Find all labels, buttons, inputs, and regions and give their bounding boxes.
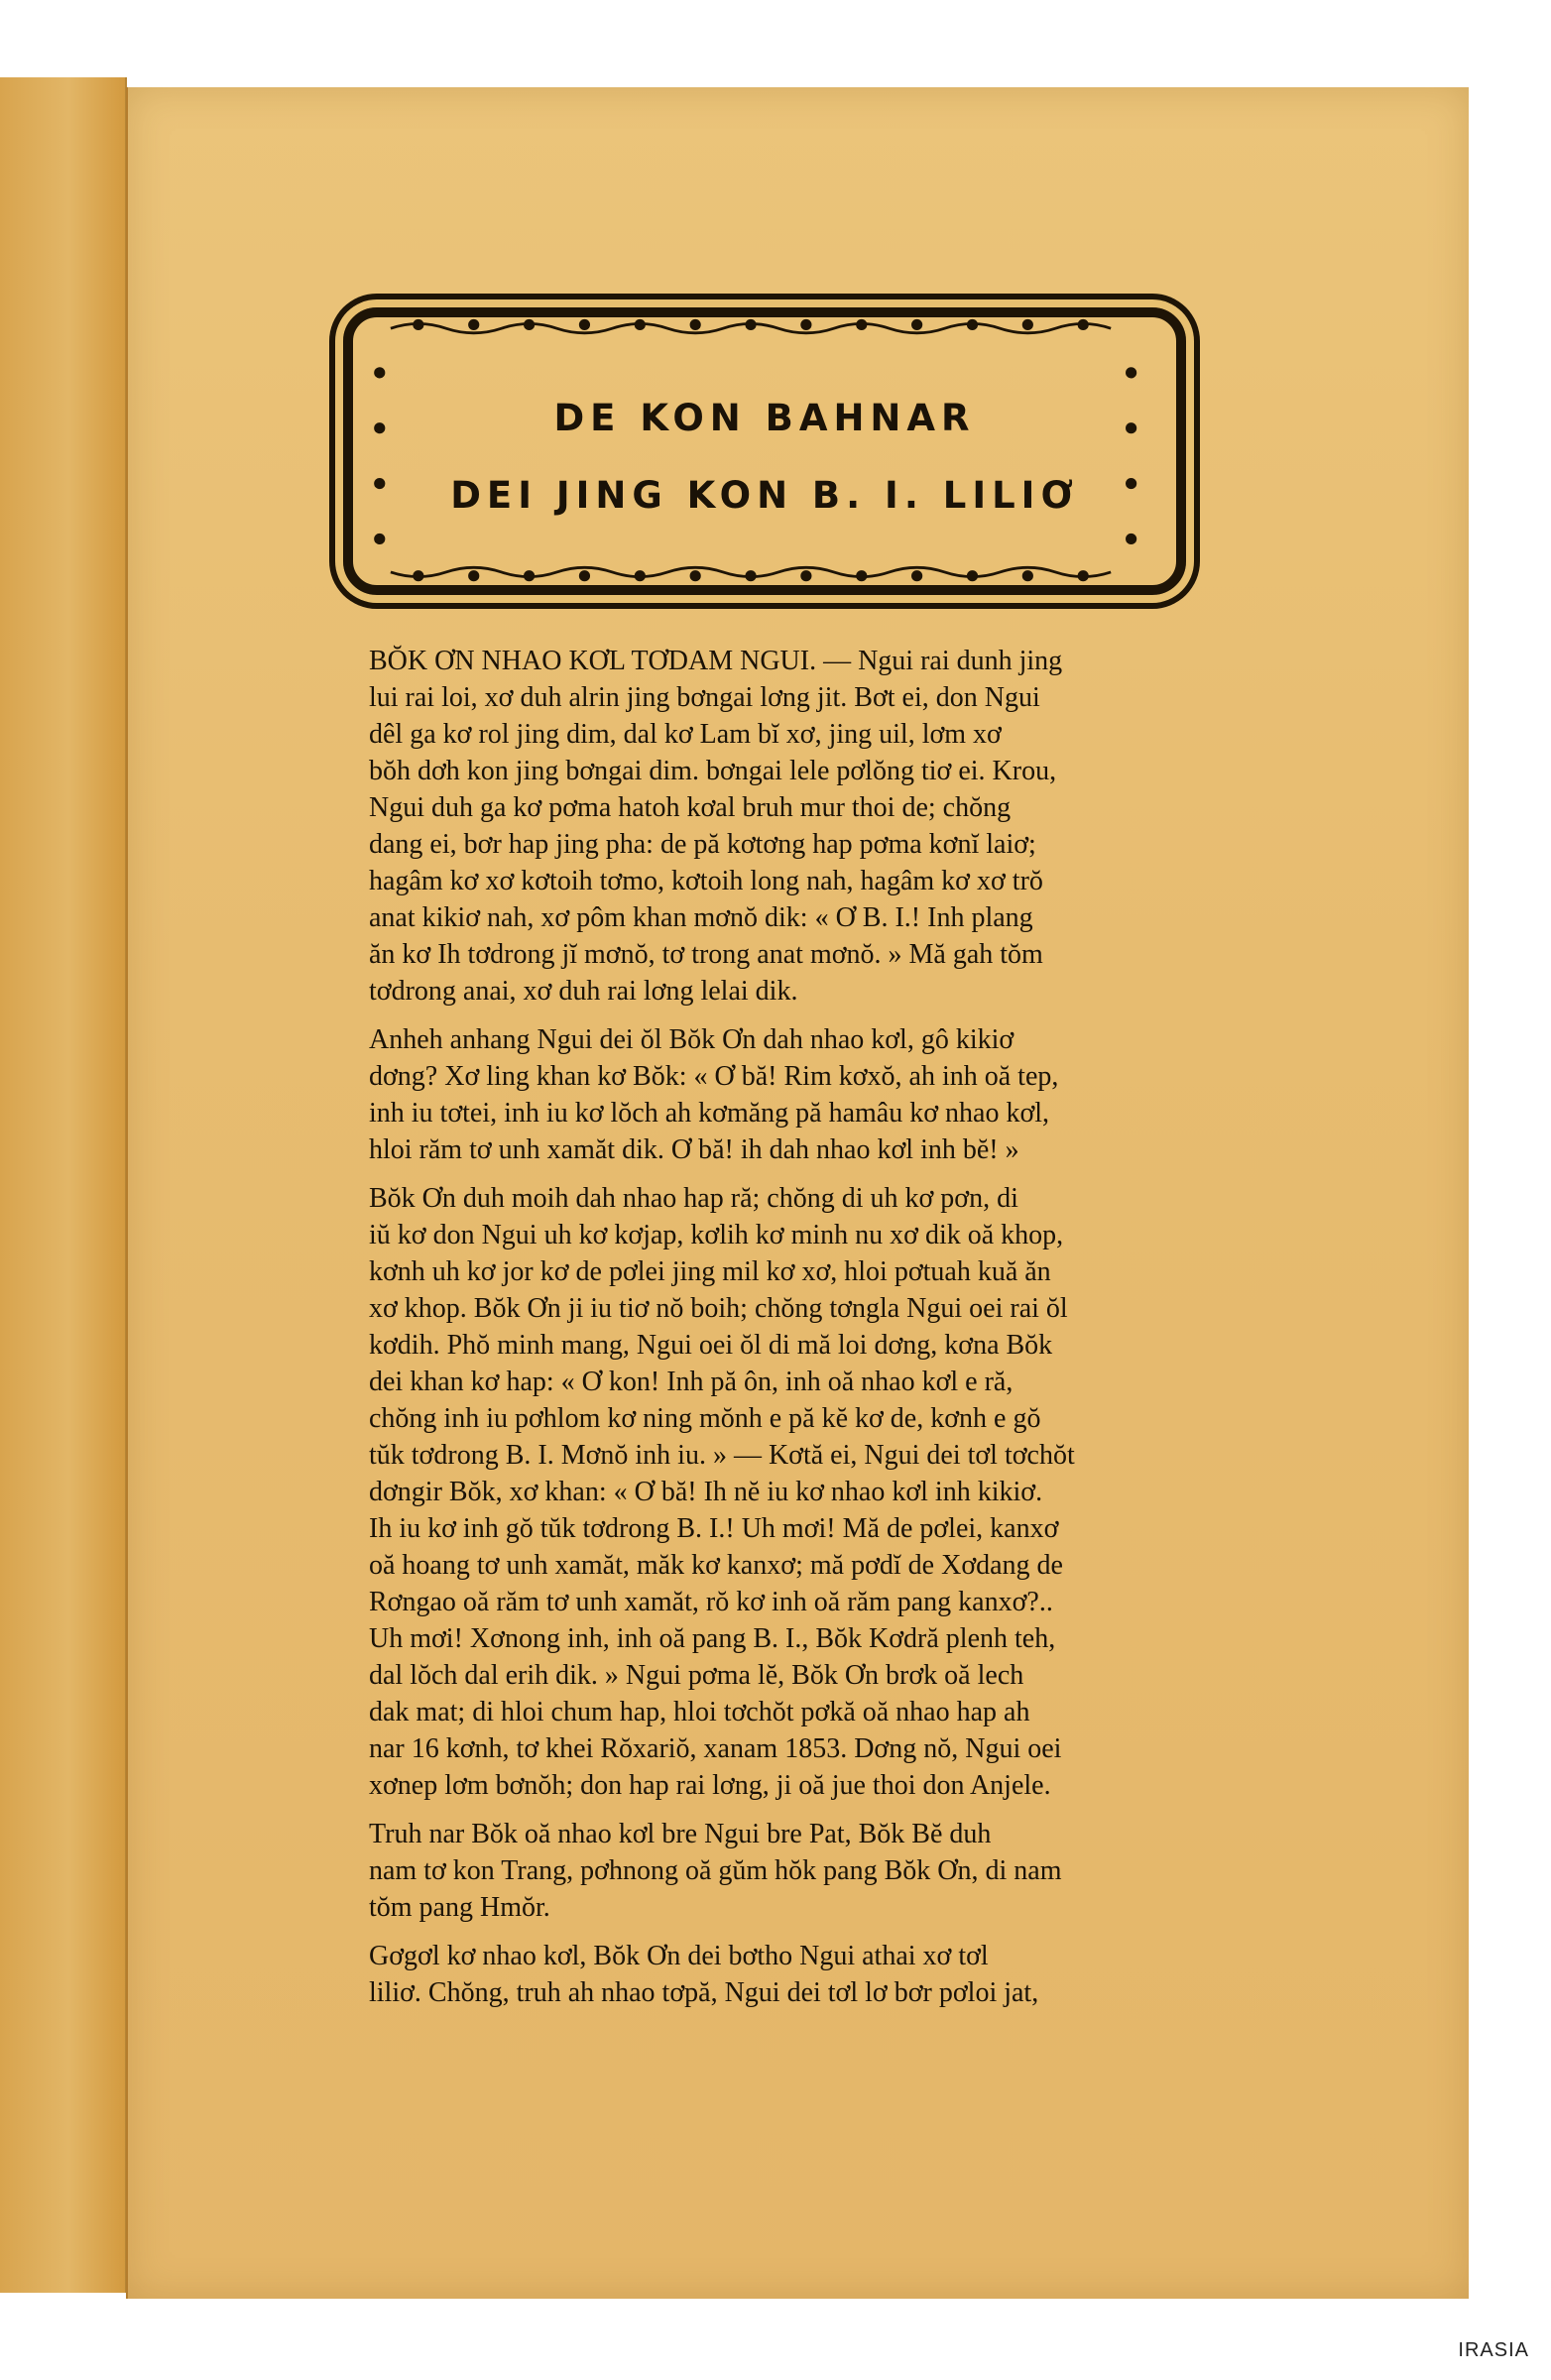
- text-line: Bŏk Ơn duh moih dah nhao hap ră; chŏng di uh kơ pơn, di: [369, 1183, 1018, 1214]
- text-line: dơngir Bŏk, xơ khan: « Ơ bă! Ih nĕ iu kơ nhao kơl inh kikiơ.: [369, 1477, 1043, 1507]
- text-line: bŏh dơh kon jing bơngai dim. bơngai lele pơlŏng tiơ ei. Krou,: [369, 756, 1057, 786]
- text-line: iŭ kơ don Ngui uh kơ kơjap, kơlih kơ minh nu xơ dik oă khop,: [369, 1220, 1064, 1250]
- text-line: dơng? Xơ ling khan kơ Bŏk: « Ơ bă! Rim kơxŏ, ah inh oă tep,: [369, 1061, 1059, 1092]
- text-line: dak mat; di hloi chum hap, hloi tơchŏt pơkă oă nhao hap ah: [369, 1697, 1030, 1727]
- text-line: kơnh uh kơ jor kơ de pơlei jing mil kơ xơ, hloi pơtuah kuă ăn: [369, 1256, 1051, 1287]
- text-line: nam tơ kon Trang, pơhnong oă gŭm hŏk pang Bŏk Ơn, di nam: [369, 1855, 1062, 1886]
- text-line: tŭk tơdrong B. I. Mơnŏ inh iu. » — Kơtă ei, Ngui dei tơl tơchŏt: [369, 1440, 1075, 1471]
- text-line: Rơngao oă răm tơ unh xamăt, rŏ kơ inh oă răm pang kanxơ?..: [369, 1587, 1053, 1617]
- text-line: Ih iu kơ inh gŏ tŭk tơdrong B. I.! Uh mơi! Mă de pơlei, kanxơ: [369, 1513, 1059, 1544]
- text-line: tŏm pang Hmŏr.: [369, 1892, 550, 1923]
- text-line: oă hoang tơ unh xamăt, măk kơ kanxơ; mă pơdĭ de Xơdang de: [369, 1550, 1063, 1581]
- paragraph-5: [369, 1938, 1224, 2011]
- paragraph-4: [369, 1816, 1224, 1926]
- text-line: liliơ. Chŏng, truh ah nhao tơpă, Ngui dei tơl lơ bơr pơloi jat,: [369, 1977, 1039, 2008]
- title-line-1: DE KON BAHNAR: [553, 397, 976, 439]
- left-page-edge: [0, 77, 127, 2293]
- paragraph-2: [369, 1021, 1224, 1168]
- text-line: tơdrong anai, xơ duh rai lơng lelai dik.: [369, 976, 798, 1007]
- text-line: hloi răm tơ unh xamăt dik. Ơ bă! ih dah nhao kơl inh bĕ! »: [369, 1134, 1019, 1165]
- body-text: [369, 643, 1224, 2023]
- paragraph-1: [369, 643, 1224, 1010]
- text-line: anat kikiơ nah, xơ pôm khan mơnŏ dik: « Ơ B. I.! Inh plang: [369, 902, 1033, 933]
- text-line: Gơgơl kơ nhao kơl, Bŏk Ơn dei bơtho Ngui athai xơ tơl: [369, 1941, 989, 1971]
- text-line: Anheh anhang Ngui dei ŏl Bŏk Ơn dah nhao kơl, gô kikiơ: [369, 1024, 1014, 1055]
- text-line: xơ khop. Bŏk Ơn ji iu tiơ nŏ boih; chŏng tơngla Ngui oei rai ŏl: [369, 1293, 1068, 1324]
- text-line: dang ei, bơr hap jing pha: de pă kơtơng hap pơma kơnĭ laiơ;: [369, 829, 1036, 860]
- text-line: ăn kơ Ih tơdrong jĭ mơnŏ, tơ trong anat mơnŏ. » Mă gah tŏm: [369, 939, 1043, 970]
- title-ornament-frame: [343, 307, 1186, 595]
- text-line: dal lŏch dal erih dik. » Ngui pơma lĕ, Bŏk Ơn brơk oă lech: [369, 1660, 1024, 1691]
- text-line: Ngui duh ga kơ pơma hatoh kơal bruh mur thoi de; chŏng: [369, 792, 1012, 823]
- text-line: Truh nar Bŏk oă nhao kơl bre Ngui bre Pat, Bŏk Bĕ duh: [369, 1819, 992, 1849]
- text-line: nar 16 kơnh, tơ khei Rŏxariŏ, xanam 1853. Dơng nŏ, Ngui oei: [369, 1733, 1062, 1764]
- text-line: dêl ga kơ rol jing dim, dal kơ Lam bĭ xơ, jing uil, lơm xơ: [369, 719, 1002, 750]
- text-line: kơdih. Phŏ minh mang, Ngui oei ŏl di mă loi dơng, kơna Bŏk: [369, 1330, 1053, 1361]
- text-line: dei khan kơ hap: « Ơ kon! Inh pă ôn, inh oă nhao kơl e ră,: [369, 1367, 1014, 1397]
- text-line: xơnep lơm bơnŏh; don hap rai lơng, ji oă jue thoi don Anjele.: [369, 1770, 1051, 1801]
- watermark: IRASIA: [1458, 2339, 1529, 2361]
- text-line: chŏng inh iu pơhlom kơ ning mŏnh e pă kĕ kơ de, kơnh e gŏ: [369, 1403, 1041, 1434]
- text-line: Uh mơi! Xơnong inh, inh oă pang B. I., Bŏk Kơdră plenh teh,: [369, 1623, 1056, 1654]
- title-line-2: DEI JING KON B. I. LILIƠ: [450, 474, 1079, 517]
- text-line: inh iu tơtei, inh iu kơ lŏch ah kơmăng pă hamâu kơ nhao kơl,: [369, 1098, 1050, 1129]
- vine-ornament-icon: [353, 317, 1176, 585]
- text-line: BŎK ƠN NHAO KƠL TƠDAM NGUI. — Ngui rai dunh jing: [369, 646, 1063, 676]
- paragraph-3: [369, 1180, 1224, 1804]
- text-line: lui rai loi, xơ duh alrin jing bơngai lơng jit. Bơt ei, don Ngui: [369, 682, 1040, 713]
- text-line: hagâm kơ xơ kơtoih tơmo, kơtoih long nah, hagâm kơ xơ trŏ: [369, 866, 1043, 896]
